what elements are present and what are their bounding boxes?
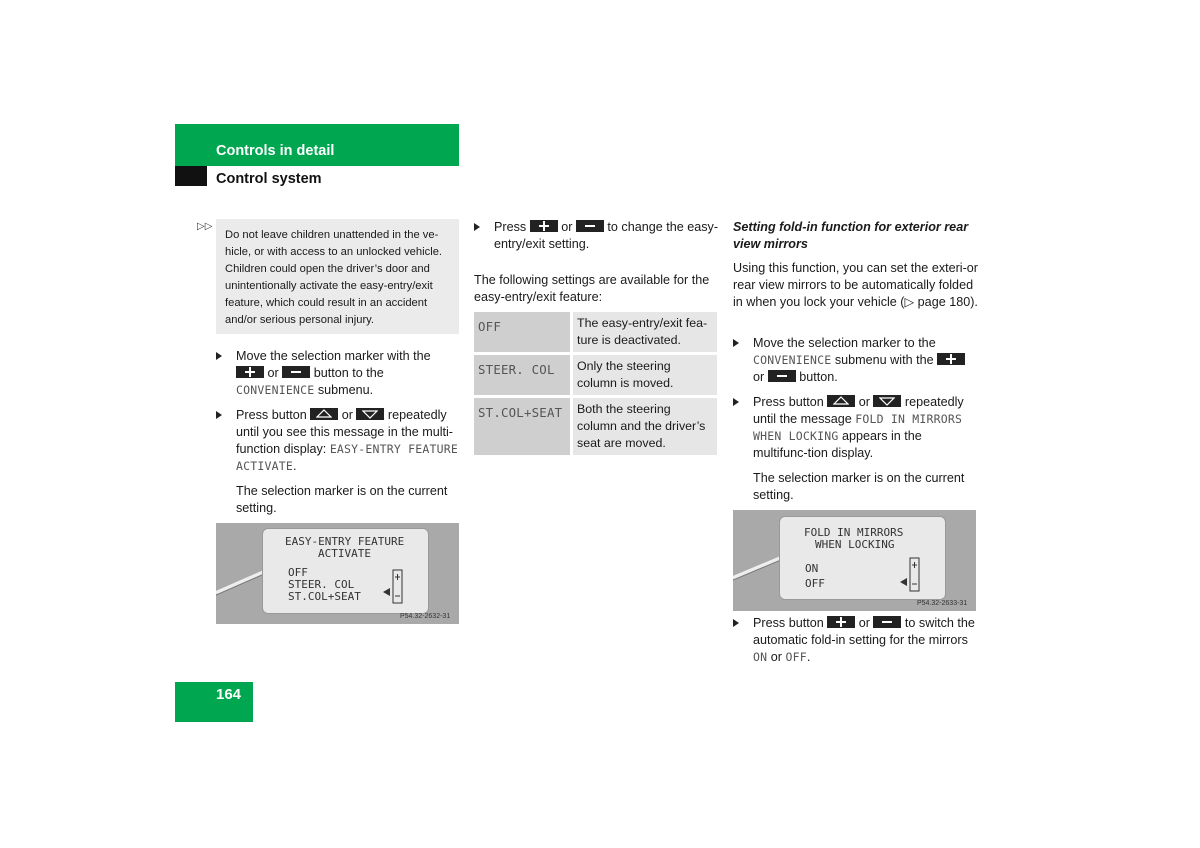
minus-button-icon <box>576 220 604 232</box>
selection-note-mirrors: The selection marker is on the current setting. <box>753 471 965 502</box>
up-button-icon <box>827 395 855 407</box>
step-switch-fold: Press button or to switch the automatic fold-in setting for the mirrors ON or OFF. <box>733 615 978 666</box>
settings-intro: The following settings are available for the easy-entry/exit feature: <box>474 273 710 304</box>
table-row: OFF The easy-entry/exit fea-ture is deactivated. <box>474 312 717 354</box>
plus-minus-scale-icon <box>900 557 920 593</box>
header-marker <box>175 166 207 186</box>
subsection-title: Control system <box>216 171 322 187</box>
minus-button-icon <box>282 366 310 378</box>
step-press-button-mirrors: Press button or repeatedly until the message FOLD IN MIRRORS WHEN LOCKING appears in the multifunc-tion display. <box>733 394 978 462</box>
bullet-icon <box>733 339 739 347</box>
up-button-icon <box>310 408 338 420</box>
plus-button-icon <box>827 616 855 628</box>
display-easy-entry: EASY-ENTRY FEATURE ACTIVATE OFF STEER. COL ST.COL+SEAT P54.32-2632-31 <box>216 523 459 624</box>
mirror-intro: Using this function, you can set the exteri-or rear view mirrors to be automatically folded in when you lock your vehicle (▷ page 180). <box>733 261 979 309</box>
page-number-box <box>175 682 253 722</box>
minus-button-icon <box>873 616 901 628</box>
bullet-icon <box>733 619 739 627</box>
display-fold-mirrors: FOLD IN MIRRORS WHEN LOCKING ON OFF P54.32-2633-31 <box>733 510 976 611</box>
table-row: ST.COL+SEAT Both the steering column and the driver’s seat are moved. <box>474 397 717 457</box>
minus-button-icon <box>768 370 796 382</box>
lcd-panel: EASY-ENTRY FEATURE ACTIVATE OFF STEER. COL ST.COL+SEAT <box>262 528 429 614</box>
step-move-marker-mirrors: Move the selection marker to the CONVENIENCE submenu with the or button. <box>733 335 978 386</box>
warning-text: Do not leave children unattended in the ve-hicle, or with access to an unlocked vehicle. Children could open the driver’s door and unintentionally activate the easy-entry/exit feature, which could result in an accident and/or serious personal injury. <box>225 229 443 326</box>
lcd-panel: FOLD IN MIRRORS WHEN LOCKING ON OFF <box>779 516 946 600</box>
plus-button-icon <box>937 353 965 365</box>
section-title: Controls in detail <box>216 143 335 159</box>
plus-button-icon <box>236 366 264 378</box>
down-button-icon <box>873 395 901 407</box>
bullet-icon <box>216 352 222 360</box>
bullet-icon <box>733 398 739 406</box>
section-heading: Setting fold-in function for exterior rear view mirrors <box>733 220 969 251</box>
down-button-icon <box>356 408 384 420</box>
plus-minus-scale-icon <box>383 569 403 605</box>
plus-button-icon <box>530 220 558 232</box>
continuation-mark: ▷▷ <box>197 221 213 232</box>
selection-note: The selection marker is on the current setting. <box>236 484 448 515</box>
table-row: STEER. COL Only the steering column is moved. <box>474 354 717 397</box>
bullet-icon <box>474 223 480 231</box>
page-number: 164 <box>216 686 242 703</box>
step-move-marker: Move the selection marker with the or button to the CONVENIENCE submenu. <box>216 348 461 399</box>
warning-box <box>216 219 459 334</box>
bullet-icon <box>216 411 222 419</box>
settings-table <box>474 312 717 458</box>
step-press-button: Press button or repeatedly until you see this message in the multi-function display: EASY-ENTRY FEATURE ACTIVATE. <box>216 407 461 475</box>
step-change-setting: Press or to change the easy-entry/exit setting. <box>474 219 719 253</box>
